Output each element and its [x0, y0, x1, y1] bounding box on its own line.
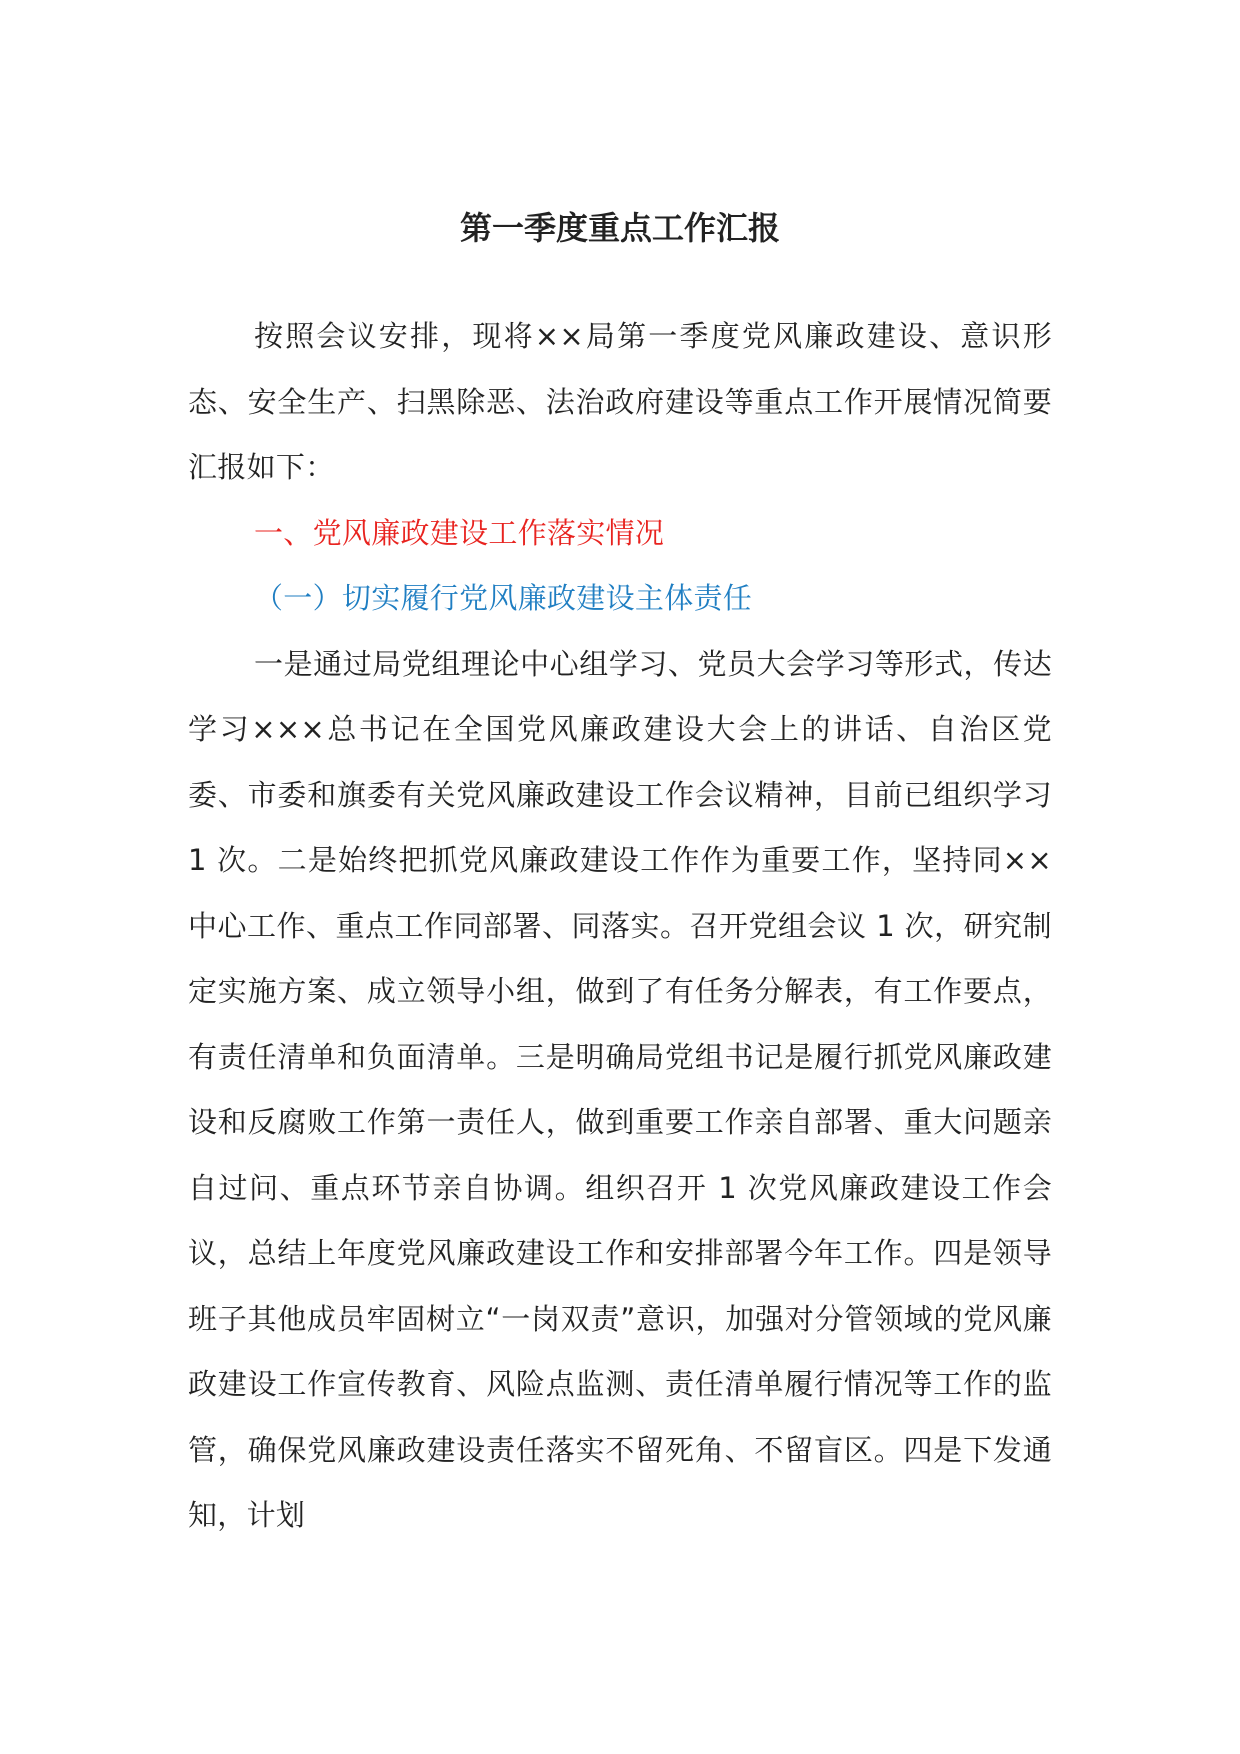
document-title: 第一季度重点工作汇报: [459, 209, 780, 247]
subsection-heading: （一）切实履行党风廉政建设主体责任: [254, 581, 753, 615]
section-heading: 一、党风廉政建设工作落实情况: [254, 515, 665, 550]
intro-paragraph: 按照会议安排，现将××局第一季度党风廉政建设、意识形态、安全生产、扫黑除恶、法治政府建设等重点工作开展情况简要汇报如下：: [188, 319, 1052, 484]
document-body: [188, 304, 1052, 1549]
body-paragraph: 一是通过局党组理论中心组学习、党员大会学习等形式，传达学习×××总书记在全国党风廉政建设大会上的讲话、自治区党委、市委和旗委有关党风廉政建设工作会议精神，目前已组织学习 1 次。二是始终把抓党风廉政建设工作作为重要工作，坚持同××中心工作、重点工作同部署、同落实。召开党组会议 1 次，研究制定实施方案、成立领导小组，做到了有任务分解表，有工作要点，有责任清单和负面清单。三是明确局党组书记是履行抓党风廉政建设和反腐败工作第一责任人，做到重要工作亲自部署、重大问题亲自过问、重点环节亲自协调。组织召开 1 次党风廉政建设工作会议，总结上年度党风廉政建设工作和安排部署今年工作。四是领导班子其他成员牢固树立“一岗双责”意识，加强对分管领域的党风廉政建设工作宣传教育、风险点监测、责任清单履行情况等工作的监管，确保党风廉政建设责任落实不留死角、不留盲区。四是下发通知，计划: [188, 646, 1052, 1532]
